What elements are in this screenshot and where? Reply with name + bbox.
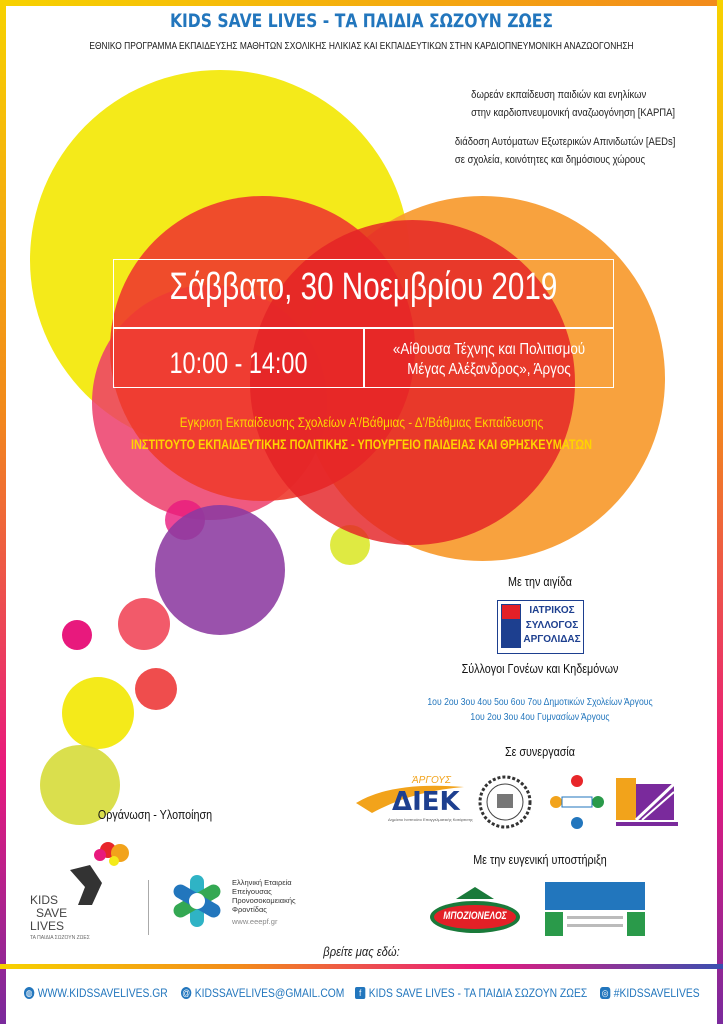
bubble-red-small [135,668,177,710]
frame-right [717,0,723,1024]
brochure-block [627,912,645,936]
people-circle-icon [548,773,606,831]
diek-top-text: ΆΡΓΟΥΣ [412,775,451,786]
mpozionelos-logo [428,885,522,937]
bubble-yellow-med [62,677,134,749]
frame-left [0,0,6,1024]
venue-line: Μέγας Αλέξανδρος», Άργος [407,361,571,378]
poster-title: KIDS SAVE LIVES - ΤΑ ΠΑΙΔΙΑ ΣΩΖΟΥΝ ΖΩΕΣ [169,10,554,32]
footer-email[interactable] [181,986,344,1000]
approval-institute: ΙΝΣΤΙΤΟΥΤΟ ΕΚΠΑΙΔΕΥΤΙΚΗΣ ΠΟΛΙΤΙΚΗΣ - ΥΠΟΥΡΓΕΙΟ ΠΑΙΔΕΙΑΣ ΚΑΙ ΘΡΗΣΚΕΥΜΑΤΩΝ [130,436,593,452]
poster-subtitle: ΕΘΝΙΚΟ ΠΡΟΓΡΑΜΜΑ ΕΚΠΑΙΔΕΥΣΗΣ ΜΑΘΗΤΩΝ ΣΧΟΛΙΚΗΣ ΗΛΙΚΙΑΣ ΚΑΙ ΕΚΠΑΙΔΕΥΤΙΚΩΝ ΣΤΗΝ ΚΑΡΔΙΟΠΝΕΥΜΟΝΙΚΗ ΑΝΑΖΩΟΓΟΝΗΣΗ [89,40,634,52]
cooperation-label: Σε συνεργασία [504,745,576,759]
instagram-icon: ◎ [601,988,609,998]
event-date: Σάββατο, 30 Νοεμβρίου 2019 [169,266,558,308]
at-icon: @ [182,988,191,998]
blurb-aeds [455,133,675,169]
sponsor-name: ΜΠΟΖΙΟΝΕΛΟΣ [443,910,507,922]
iatrikos-text [523,604,581,648]
approval-line: Εγκριση Εκπαίδευσης Σχολείων Α'/Βάθμιας - Δ'/Βάθμιας Εκπαίδευσης [179,414,544,430]
parents-primary: 1ου 2ου 3ου 4ου 5ου 6ου 7ου Δημοτικών Σχολείων Άργους [427,696,653,708]
kids-save-lives-logo [30,835,140,950]
ksl-line: SAVE [36,906,68,920]
bubble-magenta-small [62,620,92,650]
eeepf-logo [168,872,296,937]
iatrikos-logo [497,600,584,654]
blurb-line: στην καρδιοπνευμονική αναζωογόνηση [ΚΑΡΠΑ] [471,107,675,119]
find-us-label: βρείτε μας εδώ: [323,944,400,959]
brochure-header [545,882,645,910]
parents-label: Σύλλογοι Γονέων και Κηδεμόνων [461,662,619,676]
eeepf-url: www.eeepf.gr [232,917,278,926]
event-venue [385,340,593,380]
footer-facebook[interactable] [355,986,587,1000]
email-link[interactable]: KIDSSAVELIVES@GMAIL.COM [194,986,345,1000]
divider [363,327,365,387]
logo-line: ΙΑΤΡΙΚΟΣ [529,605,575,616]
facebook-icon: f [355,987,365,999]
bubble-pink-small [118,598,170,650]
support-label: Με την ευγενική υποστήριξη [473,853,607,867]
logo-line: ΑΡΓΟΛΙΔΑΣ [523,634,581,645]
municipality-logo [612,774,682,832]
eeepf-line: Επείγουσας [232,887,272,896]
brochure-block [545,912,563,936]
footer-website[interactable] [24,986,168,1000]
ksl-line: KIDS [30,893,59,907]
blurb-line: σε σχολεία, κοινότητες και δημόσιους χώρους [454,154,645,166]
eeepf-line: Φροντίδας [232,905,267,914]
event-info-box [113,259,614,388]
eeepf-line: Ελληνική Εταιρεία [232,878,292,887]
patronage-label: Με την αιγίδα [508,575,572,589]
diek-logo [352,773,473,825]
partner-seal-logo [478,775,532,829]
brochure-line [567,924,623,927]
blurb-line: διάδοση Αυτόματων Εξωτερικών Απινιδωτών [AEDs] [454,136,675,148]
website-link[interactable]: WWW.KIDSSAVELIVES.GR [37,986,168,1000]
event-time: 10:00 - 14:00 [169,347,308,380]
organization-label: Οργάνωση - Υλοποίηση [97,808,213,822]
ksl-sub: ΤΑ ΠΑΙΔΙΑ ΣΩΖΟΥΝ ΖΩΕΣ [30,935,90,941]
seal-icon [478,775,532,829]
facebook-link[interactable]: KIDS SAVE LIVES - ΤΑ ΠΑΙΔΙΑ ΣΩΖΟΥΝ ΖΩΕΣ [368,986,588,1000]
frame-bottom [0,964,723,969]
blurb-line: δωρεάν εκπαίδευση παιδιών και ενηλίκων [471,89,647,101]
school-committee-logo [548,773,606,831]
diek-main-text: ΔΙΕΚ [392,787,460,817]
diek-sub-text: Δημόσιο Ινστιτούτο Επαγγελματικής Κατάρτισης [388,817,473,822]
star-of-life-icon [168,872,226,930]
municipality-emblem-icon [612,774,682,832]
globe-icon: ◍ [25,988,33,998]
logo-divider [148,880,149,935]
parents-gymnasium: 1ου 2ου 3ου 4ου Γυμνασίων Άργους [470,711,610,723]
footer-instagram[interactable] [600,986,700,1000]
instagram-link[interactable]: #KIDSSAVELIVES [613,986,700,1000]
logo-line: ΣΥΛΛΟΓΟΣ [525,619,579,631]
eeepf-text [232,878,296,926]
venue-line: «Αίθουσα Τέχνης και Πολιτισμού [392,341,586,358]
logo-emblem-red [502,605,520,619]
brochure-line [567,916,623,919]
frame-top [0,0,723,6]
ksl-line: LIVES [30,919,65,933]
blurb-training [471,86,675,122]
eeepf-line: Προνοσοκομειακής [232,896,296,905]
sponsor-brochure [545,882,645,940]
bubble-purple [155,505,285,635]
